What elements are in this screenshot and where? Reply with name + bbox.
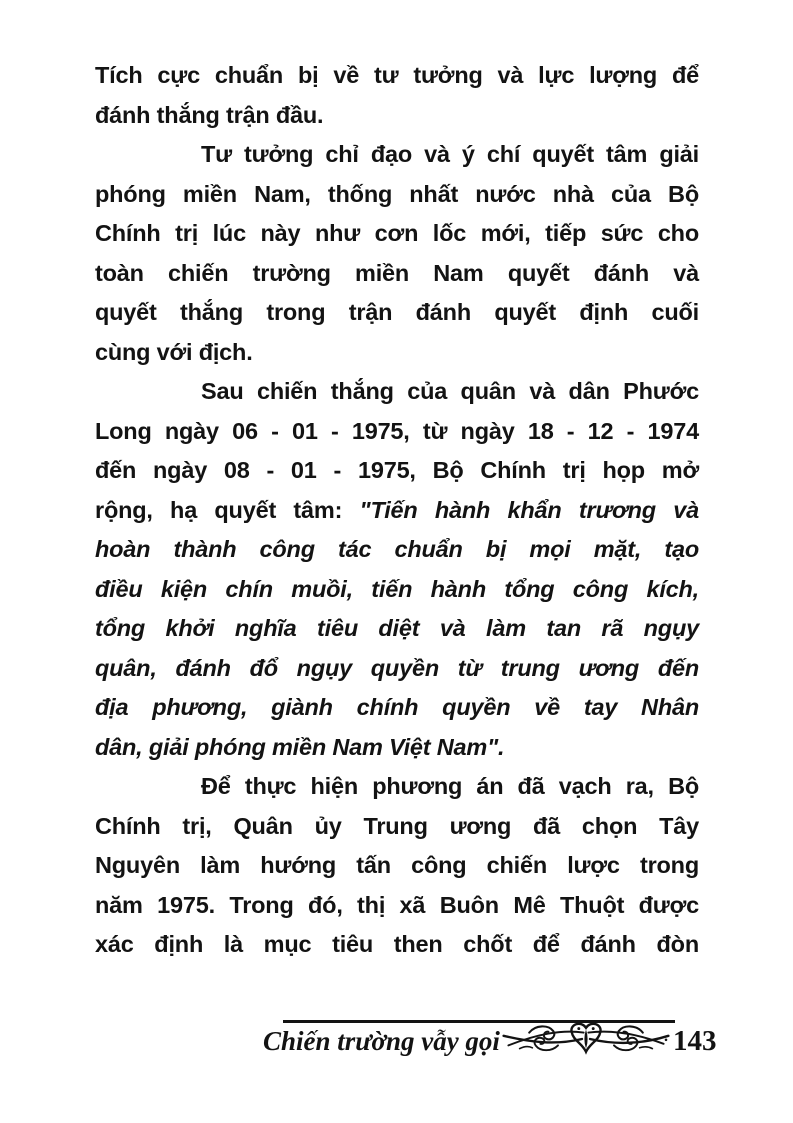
text-line — [95, 96, 699, 136]
quote-segment: "Tiến hành khẩn trương và — [359, 496, 699, 523]
running-title: Chiến trường vẫy gọi — [263, 1026, 500, 1056]
paragraph — [95, 767, 699, 965]
text-line — [95, 56, 699, 96]
text-segment: rộng, hạ quyết tâm: — [95, 496, 360, 523]
text-segment: Chính trị lúc này như cơn lốc mới, tiếp sức cho — [95, 220, 699, 246]
floral-flourish-icon — [502, 1018, 670, 1060]
text-line — [95, 372, 699, 412]
text-segment: Tích cực chuẩn bị về tư tưởng và lực lượng để — [95, 62, 699, 88]
text-segment: quyết thắng trong trận đánh quyết định cuối — [95, 299, 699, 325]
quote-segment: quân, đánh đổ ngụy quyền từ trung ương đến — [95, 654, 699, 681]
text-segment: Long ngày 06 - 01 - 1975, từ ngày 18 - 12 - 1974 — [95, 417, 699, 444]
paragraph — [95, 135, 699, 372]
text-segment: phóng miền Nam, thống nhất nước nhà của Bộ — [95, 180, 699, 207]
text-line — [95, 214, 699, 254]
text-line — [95, 649, 699, 689]
quote-segment: địa phương, giành chính quyền về tay Nhân — [95, 694, 699, 720]
paragraph — [95, 372, 699, 767]
quote-segment: điều kiện chín muồi, tiến hành tổng công kích, — [95, 575, 699, 602]
text-line — [95, 767, 699, 807]
text-line — [95, 570, 699, 610]
text-segment: xác định là mục tiêu then chốt để đánh đòn — [95, 931, 699, 957]
text-line — [95, 451, 699, 491]
text-line — [95, 135, 699, 175]
paragraph — [95, 56, 699, 135]
page-number: 143 — [672, 1025, 717, 1057]
page-text — [95, 56, 699, 965]
text-line — [95, 333, 699, 373]
text-line — [95, 688, 699, 728]
page-footer — [263, 1008, 717, 1072]
text-segment: Để thực hiện phương án đã vạch ra, Bộ — [201, 773, 699, 799]
text-line — [95, 807, 699, 847]
quote-segment: dân, giải phóng miền Nam Việt Nam". — [95, 733, 505, 760]
text-segment: Sau chiến thắng của quân và dân Phước — [201, 378, 699, 404]
text-line — [95, 886, 699, 926]
text-line — [95, 254, 699, 294]
text-line — [95, 491, 699, 531]
footer-row — [263, 1024, 716, 1060]
text-segment: Nguyên làm hướng tấn công chiến lược trong — [95, 852, 699, 878]
text-line — [95, 925, 699, 965]
text-segment: toàn chiến trường miền Nam quyết đánh và — [95, 259, 699, 286]
text-line — [95, 530, 699, 570]
quote-segment: tổng khởi nghĩa tiêu diệt và làm tan rã ngụy — [95, 615, 699, 641]
text-line — [95, 846, 699, 886]
text-segment: năm 1975. Trong đó, thị xã Buôn Mê Thuột được — [95, 891, 699, 918]
text-line — [95, 609, 699, 649]
quote-segment: hoàn thành công tác chuẩn bị mọi mặt, tạo — [95, 536, 699, 562]
text-segment: đến ngày 08 - 01 - 1975, Bộ Chính trị họp mở — [95, 457, 699, 483]
text-line — [95, 728, 699, 768]
text-segment: đánh thắng trận đầu. — [95, 101, 324, 128]
text-line — [95, 293, 699, 333]
text-segment: Tư tưởng chỉ đạo và ý chí quyết tâm giải — [201, 141, 699, 167]
text-line — [95, 175, 699, 215]
text-segment: Chính trị, Quân ủy Trung ương đã chọn Tây — [95, 812, 699, 839]
text-segment: cùng với địch. — [95, 338, 253, 365]
text-line — [95, 412, 699, 452]
